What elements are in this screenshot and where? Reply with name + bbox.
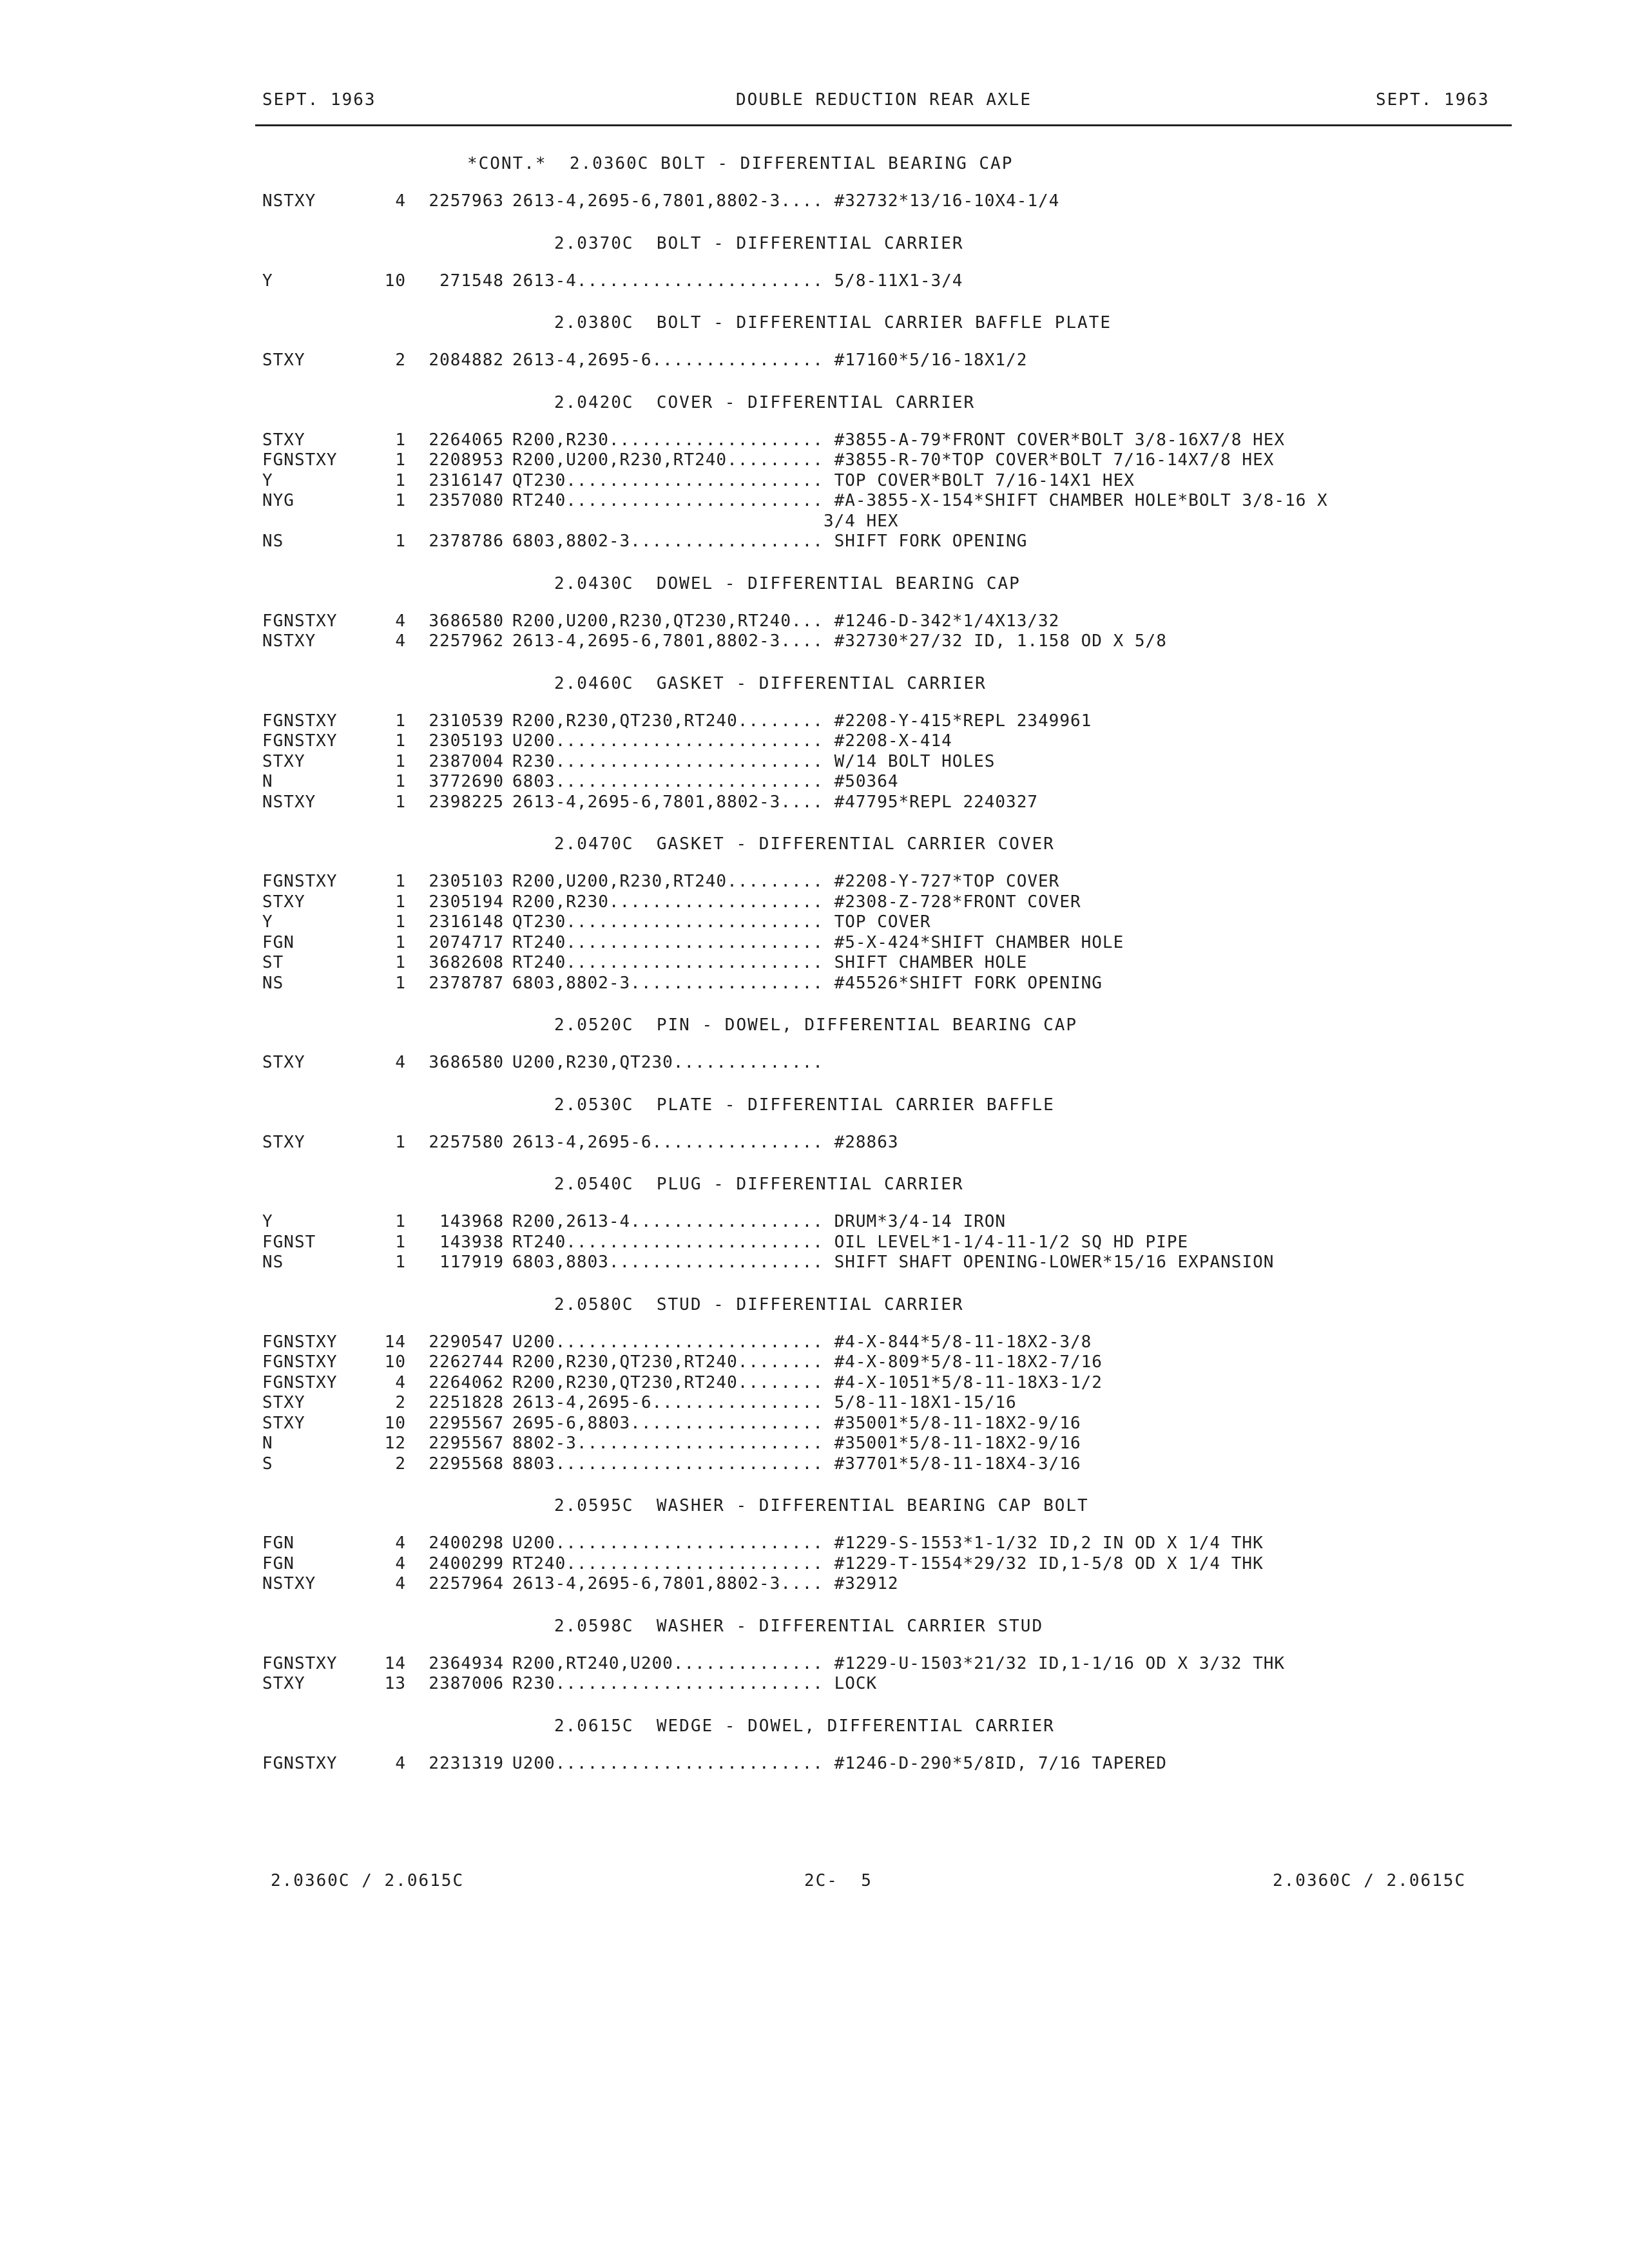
quantity: 4 [395,611,406,631]
quantity: 1 [395,711,406,731]
part-description: R230......................... W/14 BOLT HOLES [512,751,996,771]
part-description: RT240........................ #1229-T-1554*29/32 ID,1-5/8 OD X 1/4 THK [512,1553,1264,1573]
model-code: STXY [262,1413,305,1433]
section-heading [0,231,1629,271]
quantity: 1 [395,470,406,490]
part-description: 6803,8802-3.................. SHIFT FORK OPENING [512,532,1028,551]
part-row [0,430,1629,451]
part-number: 2290547 [429,1332,504,1352]
quantity: 1 [395,1232,406,1252]
section-title: 2.0460C GASKET - DIFFERENTIAL CARRIER [554,673,987,693]
part-description: 2613-4,2695-6................ #28863 [512,1132,899,1152]
quantity: 1 [395,751,406,771]
quantity: 1 [395,491,406,510]
part-number: 2251828 [429,1393,504,1412]
part-row [0,191,1629,212]
part-description: R200,R230,QT230,RT240........ #2208-Y-415*REPL 2349961 [512,711,1092,731]
header-title: DOUBLE REDUCTION REAR AXLE [736,90,1032,110]
section-title: 2.0530C PLATE - DIFFERENTIAL CARRIER BAFFLE [554,1095,1055,1115]
quantity: 2 [395,351,406,370]
part-row [0,793,1629,813]
quantity: 1 [395,731,406,751]
part-row [0,731,1629,752]
section-gap [0,1273,1629,1293]
model-code: STXY [262,751,305,771]
part-number: 2295567 [429,1434,504,1453]
model-code: FGNSTXY [262,1332,338,1352]
part-description: R200,U200,R230,RT240......... #3855-R-70*TOP COVER*BOLT 7/16-14X7/8 HEX [512,450,1275,470]
part-number: 2262744 [429,1352,504,1372]
quantity: 10 [384,1352,406,1372]
part-row [0,1332,1629,1353]
model-code: N [262,772,273,791]
section-heading [0,390,1629,430]
model-code: STXY [262,892,305,912]
quantity: 1 [395,973,406,993]
quantity: 4 [395,1372,406,1392]
part-row [0,351,1629,371]
quantity: 1 [395,932,406,952]
part-description: 2613-4....................... 5/8-11X1-3/4 [512,271,963,291]
section-heading [0,1293,1629,1332]
part-description: R200,R230.................... #2308-Z-728*FRONT COVER [512,892,1081,912]
model-code: FGNSTXY [262,731,338,751]
part-number: 143968 [439,1212,504,1231]
part-row [0,974,1629,994]
quantity: 4 [395,1053,406,1072]
part-number: 2378787 [429,973,504,993]
part-description: U200,R230,QT230.............. [512,1053,824,1072]
section-title: 2.0598C WASHER - DIFFERENTIAL CARRIER STUD [554,1616,1044,1636]
section-gap [0,812,1629,832]
part-row [0,1373,1629,1394]
part-row [0,450,1629,471]
quantity: 1 [395,532,406,551]
model-code: STXY [262,1053,305,1072]
model-code: Y [262,1212,273,1231]
part-description: QT230........................ TOP COVER [512,912,931,932]
quantity: 1 [395,772,406,791]
quantity: 1 [395,430,406,450]
part-number: 2257963 [429,191,504,211]
part-description: R200,U200,R230,RT240......... #2208-Y-727*TOP COVER [512,872,1060,891]
part-description: 2613-4,2695-6................ #17160*5/16-18X1/2 [512,351,1028,370]
part-number: 2295567 [429,1413,504,1433]
quantity: 1 [395,792,406,812]
part-number: 2387004 [429,751,504,771]
section-heading [0,1494,1629,1533]
quantity: 1 [395,953,406,972]
part-row [0,1233,1629,1253]
quantity: 12 [384,1434,406,1453]
part-description: R200,RT240,U200.............. #1229-U-1503*21/32 ID,1-1/16 OD X 3/32 THK [512,1653,1286,1673]
part-number: 2316147 [429,470,504,490]
part-row [0,752,1629,773]
part-number: 2316148 [429,912,504,932]
part-description: 2613-4,2695-6................ 5/8-11-18X1-15/16 [512,1393,1017,1412]
quantity: 2 [395,1454,406,1474]
model-code: FGNSTXY [262,872,338,891]
part-number: 2257964 [429,1574,504,1593]
part-number: 2295568 [429,1454,504,1474]
model-code: FGNSTXY [262,1753,338,1773]
section-heading [0,671,1629,711]
part-row [0,1654,1629,1675]
model-code: FGNSTXY [262,711,338,731]
section-heading [0,1172,1629,1212]
section-title: 2.0470C GASKET - DIFFERENTIAL CARRIER COVER [554,834,1055,854]
part-description: R200,U200,R230,QT230,RT240... #1246-D-342*1/4X13/32 [512,611,1060,631]
section-title: 2.0615C WEDGE - DOWEL, DIFFERENTIAL CARRIER [554,1716,1055,1736]
model-code: STXY [262,1132,305,1152]
quantity: 14 [384,1653,406,1673]
part-row [0,271,1629,292]
parts-list [0,151,1629,1793]
part-number: 2208953 [429,450,504,470]
part-number: 2264065 [429,430,504,450]
quantity: 2 [395,1393,406,1412]
part-number: 2257580 [429,1132,504,1152]
section-heading [0,311,1629,351]
model-code: FGNSTXY [262,1653,338,1673]
part-number: 2084882 [429,351,504,370]
model-code: NYG [262,491,294,510]
section-gap [0,1073,1629,1093]
part-description: 2613-4,2695-6,7801,8802-3.... #32912 [512,1574,899,1593]
part-description: RT240........................ #A-3855-X-154*SHIFT CHAMBER HOLE*BOLT 3/8-16 X [512,491,1328,510]
part-description: 8803......................... #37701*5/8-11-18X4-3/16 [512,1454,1081,1474]
footer-range-left: 2.0360C / 2.0615C [271,1871,465,1890]
model-code: N [262,1434,273,1453]
part-row [0,772,1629,793]
part-number: 2378786 [429,532,504,551]
part-row [0,1754,1629,1774]
model-code: FGNST [262,1232,316,1252]
model-code: FGN [262,932,294,952]
model-code: FGNSTXY [262,1372,338,1392]
quantity: 10 [384,271,406,291]
section-title: 2.0380C BOLT - DIFFERENTIAL CARRIER BAFFLE PLATE [554,313,1112,332]
header-rule [255,124,1512,126]
part-description: R200,R230,QT230,RT240........ #4-X-1051*5/8-11-18X3-1/2 [512,1372,1103,1392]
section-heading [0,1093,1629,1133]
model-code: NS [262,532,284,551]
part-description: RT240........................ #5-X-424*SHIFT CHAMBER HOLE [512,932,1124,952]
quantity: 4 [395,631,406,651]
part-number: 117919 [439,1253,504,1272]
model-code: NSTXY [262,631,316,651]
quantity: 4 [395,1533,406,1553]
section-title: 2.0420C COVER - DIFFERENTIAL CARRIER [554,392,976,412]
model-code: NSTXY [262,191,316,211]
footer-range-right: 2.0360C / 2.0615C [1273,1871,1467,1890]
model-code: STXY [262,351,305,370]
section-gap [0,1774,1629,1793]
part-description: U200......................... #1246-D-290*5/8ID, 7/16 TAPERED [512,1753,1167,1773]
part-row [0,872,1629,892]
part-row [0,1454,1629,1475]
model-code: FGNSTXY [262,611,338,631]
part-row [0,1554,1629,1575]
part-row [0,1414,1629,1434]
section-gap [0,652,1629,671]
quantity: 1 [395,1253,406,1272]
part-row [0,611,1629,632]
section-title: 2.0580C STUD - DIFFERENTIAL CARRIER [554,1294,964,1314]
quantity: 4 [395,1553,406,1573]
part-number: 3686580 [429,611,504,631]
part-description: U200......................... #1229-S-1553*1-1/32 ID,2 IN OD X 1/4 THK [512,1533,1264,1553]
part-number: 143938 [439,1232,504,1252]
part-row [0,1133,1629,1153]
part-description: R230......................... LOCK [512,1674,878,1693]
part-description: RT240........................ SHIFT CHAMBER HOLE [512,953,1028,972]
section-gap [0,1595,1629,1614]
model-code: S [262,1454,273,1474]
part-row [0,512,1629,532]
footer-page-number: 2C- 5 [804,1871,872,1890]
part-number: 2387006 [429,1674,504,1693]
model-code: STXY [262,430,305,450]
part-description: R200,R230,QT230,RT240........ #4-X-809*5/8-11-18X2-7/16 [512,1352,1103,1372]
model-code: FGNSTXY [262,450,338,470]
part-row [0,1053,1629,1073]
model-code: Y [262,470,273,490]
model-code: NSTXY [262,792,316,812]
part-number: 271548 [439,271,504,291]
model-code: NS [262,1253,284,1272]
section-gap [0,1695,1629,1714]
section-heading [0,151,1629,191]
part-row [0,1393,1629,1414]
part-description: U200......................... #4-X-844*5/8-11-18X2-3/8 [512,1332,1092,1352]
section-gap [0,1153,1629,1172]
quantity: 13 [384,1674,406,1693]
part-row [0,491,1629,512]
part-row [0,912,1629,933]
part-number: 3686580 [429,1053,504,1072]
model-code: FGN [262,1533,294,1553]
quantity: 4 [395,1753,406,1773]
section-gap [0,371,1629,390]
section-gap [0,1474,1629,1494]
model-code: STXY [262,1393,305,1412]
section-heading [0,832,1629,872]
model-code: NS [262,973,284,993]
part-number: 2400299 [429,1553,504,1573]
header-date-right: SEPT. 1963 [1376,90,1490,110]
part-row [0,631,1629,652]
part-number: 2074717 [429,932,504,952]
section-gap [0,291,1629,311]
part-number: 2400298 [429,1533,504,1553]
part-description: 2695-6,8803.................. #35001*5/8-11-18X2-9/16 [512,1413,1081,1433]
quantity: 4 [395,191,406,211]
section-gap [0,212,1629,231]
part-number: 3682608 [429,953,504,972]
part-row [0,953,1629,974]
header-date-left: SEPT. 1963 [262,90,376,110]
section-heading [0,1614,1629,1654]
part-description: R200,R230.................... #3855-A-79*FRONT COVER*BOLT 3/8-16X7/8 HEX [512,430,1286,450]
part-description: R200,2613-4.................. DRUM*3/4-14 IRON [512,1212,1007,1231]
quantity: 1 [395,892,406,912]
part-row [0,471,1629,492]
model-code: STXY [262,1674,305,1693]
part-description: 2613-4,2695-6,7801,8802-3.... #47795*REPL 2240327 [512,792,1039,812]
part-row [0,1574,1629,1595]
part-row [0,1533,1629,1554]
part-row [0,1674,1629,1695]
model-code: NSTXY [262,1574,316,1593]
part-number: 2305103 [429,872,504,891]
part-number: 2257962 [429,631,504,651]
part-description: 6803,8803.................... SHIFT SHAFT OPENING-LOWER*15/16 EXPANSION [512,1253,1275,1272]
section-title: 2.0370C BOLT - DIFFERENTIAL CARRIER [554,233,964,253]
part-row [0,711,1629,732]
part-row [0,1352,1629,1373]
section-heading [0,1013,1629,1053]
part-description: 2613-4,2695-6,7801,8802-3.... #32730*27/32 ID, 1.158 OD X 5/8 [512,631,1167,651]
quantity: 1 [395,912,406,932]
model-code: FGNSTXY [262,1352,338,1372]
model-code: ST [262,953,284,972]
part-description: QT230........................ TOP COVER*BOLT 7/16-14X1 HEX [512,470,1135,490]
part-description: 8802-3....................... #35001*5/8-11-18X2-9/16 [512,1434,1081,1453]
part-number: 2305194 [429,892,504,912]
part-row [0,1253,1629,1273]
model-code: Y [262,271,273,291]
section-gap [0,994,1629,1013]
quantity: 1 [395,872,406,891]
part-description: 6803,8802-3.................. #45526*SHIFT FORK OPENING [512,973,1103,993]
section-title: *CONT.* 2.0360C BOLT - DIFFERENTIAL BEARING CAP [467,154,1014,173]
part-row [0,892,1629,913]
part-description: 3/4 HEX [512,511,899,531]
part-row [0,1434,1629,1454]
section-title: 2.0595C WASHER - DIFFERENTIAL BEARING CAP BOLT [554,1496,1089,1515]
part-number: 2398225 [429,792,504,812]
part-row [0,1212,1629,1233]
part-description: U200......................... #2208-X-414 [512,731,952,751]
section-title: 2.0540C PLUG - DIFFERENTIAL CARRIER [554,1175,964,1194]
part-number: 2310539 [429,711,504,731]
part-description: 6803......................... #50364 [512,772,899,791]
quantity: 1 [395,450,406,470]
part-number: 2264062 [429,1372,504,1392]
part-number: 2231319 [429,1753,504,1773]
part-description: RT240........................ OIL LEVEL*1-1/4-11-1/2 SQ HD PIPE [512,1232,1189,1252]
part-row [0,532,1629,552]
quantity: 4 [395,1574,406,1593]
section-title: 2.0520C PIN - DOWEL, DIFFERENTIAL BEARING CAP [554,1015,1078,1035]
part-number: 2357080 [429,491,504,510]
part-row [0,933,1629,954]
quantity: 10 [384,1413,406,1433]
section-gap [0,552,1629,572]
part-number: 2364934 [429,1653,504,1673]
quantity: 1 [395,1132,406,1152]
model-code: Y [262,912,273,932]
part-number: 2305193 [429,731,504,751]
part-description: 2613-4,2695-6,7801,8802-3.... #32732*13/16-10X4-1/4 [512,191,1060,211]
quantity: 14 [384,1332,406,1352]
part-number: 3772690 [429,772,504,791]
section-heading [0,1714,1629,1754]
section-heading [0,572,1629,611]
section-title: 2.0430C DOWEL - DIFFERENTIAL BEARING CAP [554,573,1021,593]
model-code: FGN [262,1553,294,1573]
quantity: 1 [395,1212,406,1231]
